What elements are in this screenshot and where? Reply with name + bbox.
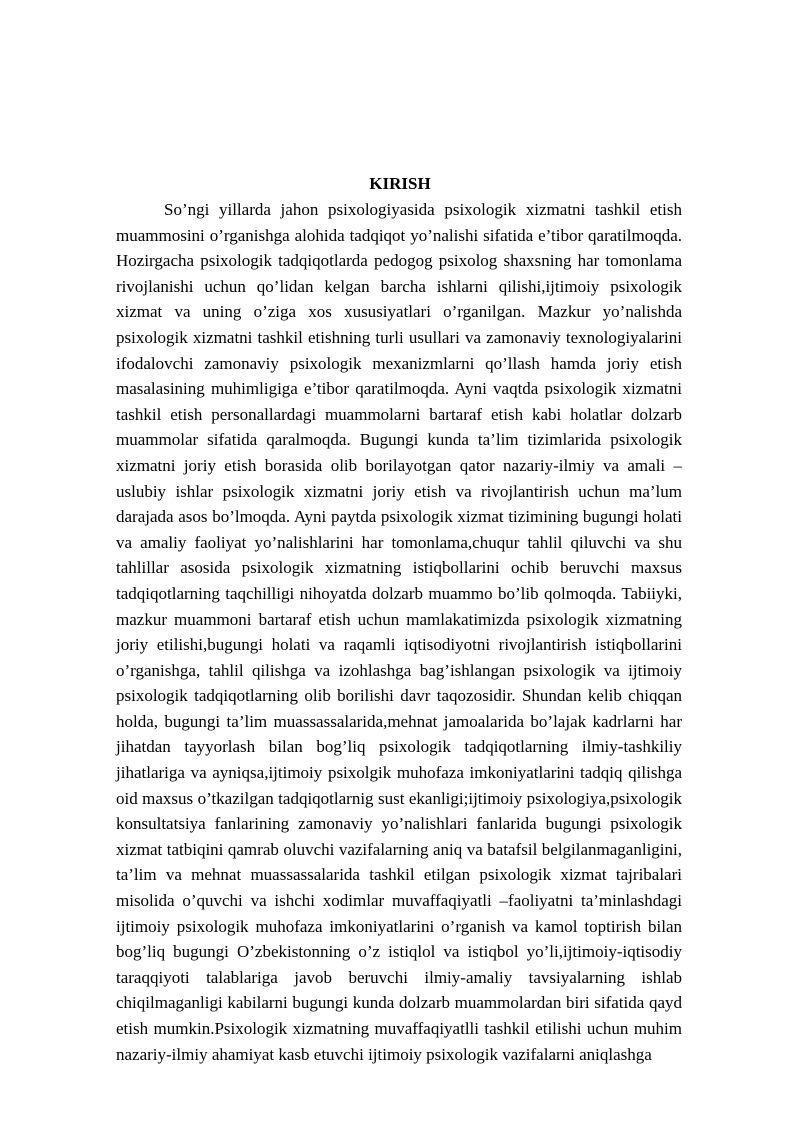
body-paragraph: So’ngi yillarda jahon psixologiyasida psixologik xizmatni tashkil etish muammosini o’rganishga alohida tadqiqot yo’nalishi sifatida e’tibor qaratilmoqda. Hozirgacha psixologik tadqiqotlarda pedogog psixolog shaxsning har tomonlama rivojlanishi uchun qo’lidan kelgan barcha ishlarni qilishi,ijtimoiy psixologik xizmat va uning o’ziga xos xususiyatlari o’rganilgan. Mazkur yo’nalishda psixologik xizmatni tashkil etishning turli usullari va zamonaviy texnologiyalarini ifodalovchi zamonaviy psixologik mexanizmlarni qo’llash hamda joriy etish masalasining muhimligiga e’tibor qaratilmoqda. Ayni vaqtda psixologik xizmatni tashkil etish personallardagi muammolarni bartaraf etish kabi holatlar dolzarb muammolar sifatida qaralmoqda. Bugungi kunda ta’lim tizimlarida psixologik xizmatni joriy etish borasida olib borilayotgan qator nazariy-ilmiy va amali –uslubiy ishlar psixologik xizmatni joriy etish va rivojlantirish uchun ma’lum darajada asos bo’lmoqda. Ayni paytda psixologik xizmat tizimining bugungi holati va amaliy faoliyat yo’nalishlarini har tomonlama,chuqur tahlil qiluvchi va shu tahlillar asosida psixologik xizmatning istiqbollarini ochib beruvchi maxsus tadqiqotlarning taqchilligi nihoyatda dolzarb muammo bo’lib qolmoqda. Tabiiyki, mazkur muammoni bartaraf etish uchun mamlakatimizda psixologik xizmatning joriy etilishi,bugungi holati va raqamli iqtisodiyotni rivojlantirish istiqbollarini o’rganishga, tahlil qilishga va izohlashga bag’ishlangan psixologik va ijtimoiy psixologik tadqiqotlarning olib borilishi davr taqozosidir. Shundan kelib chiqqan holda, bugungi ta’lim muassassalarida,mehnat jamoalarida bo’lajak kadrlarni har jihatdan tayyorlash bilan bog’liq psixologik tadqiqotlarning ilmiy-tashkiliy jihatlariga va ayniqsa,ijtimoiy psixolgik muhofaza imkoniyatlarini tadqiq qilishga oid maxsus o’tkazilgan tadqiqotlarnig sust ekanligi;ijtimoiy psixologiya,psixologik konsultatsiya fanlarining zamonaviy yo’nalishlari fanlarida bugungi psixologik xizmat tatbiqini qamrab oluvchi vazifalarning aniq va batafsil belgilanmaganligini, ta’lim va mehnat muassassalarida tashkil etilgan psixologik xizmat tajribalari misolida o’quvchi va ishchi xodimlar muvaffaqiyatli –faoliyatni ta’minlashdagi ijtimoiy psixologik muhofaza imkoniyatlarini o’rganish va kamol toptirish bilan bog’liq bugungi O’zbekistonning o’z istiqlol va istiqbol yo’li,ijtimoiy-iqtisodiy taraqqiyoti talablariga javob beruvchi ilmiy-amaliy tavsiyalarning ishlab chiqilmaganligi kabilarni bugungi kunda dolzarb muammolardan biri sifatida qayd etish mumkin.Psixologik xizmatning muvaffaqiyatlli tashkil etilishi uchun muhim nazariy-ilmiy ahamiyat kasb etuvchi ijtimoiy psixologik vazifalarni aniqlashga	[116, 200, 682, 1064]
page-heading: KIRISH	[369, 174, 431, 193]
